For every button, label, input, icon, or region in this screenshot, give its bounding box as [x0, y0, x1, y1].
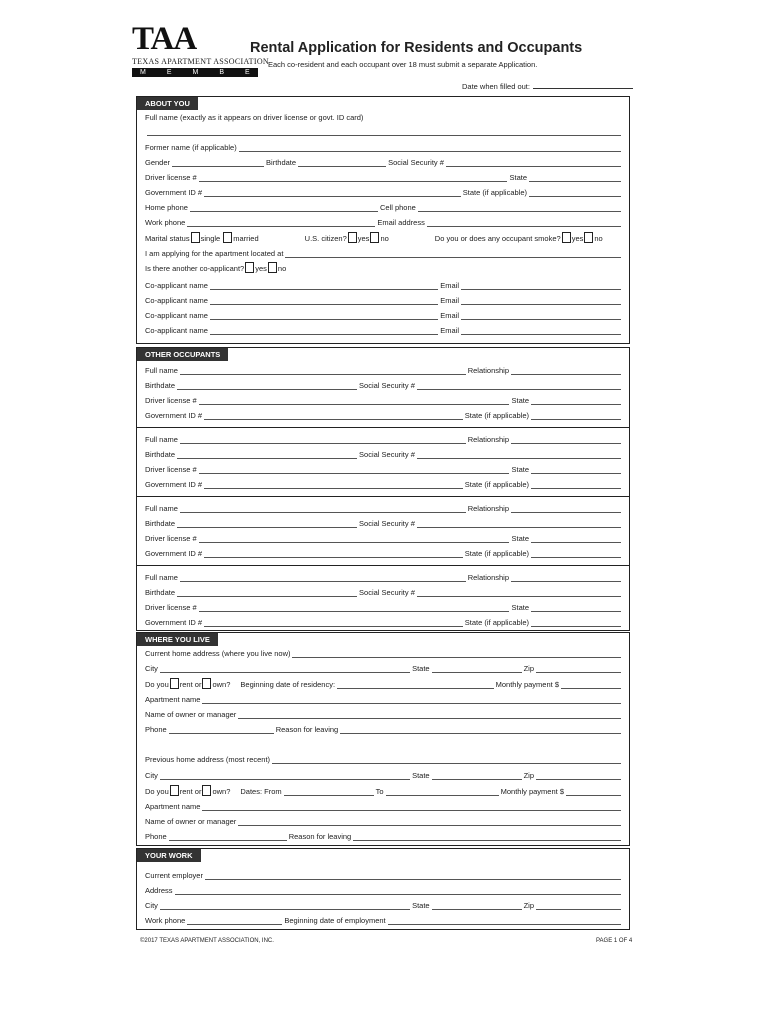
marital-row	[145, 232, 623, 243]
state-line[interactable]	[529, 174, 621, 182]
smoke-yes-checkbox[interactable]	[562, 232, 571, 243]
occupant-license-row	[145, 394, 623, 405]
occupant-govstate-label: State (if applicable)	[464, 618, 529, 627]
monthly-payment-label: Monthly payment $	[500, 787, 564, 796]
occupant-relationship-line[interactable]	[511, 505, 621, 513]
occupant-govstate-line[interactable]	[531, 412, 621, 420]
occupant-license-line[interactable]	[199, 535, 510, 543]
former-name-line[interactable]	[239, 144, 621, 152]
gender-row	[145, 156, 623, 167]
co-applicant-yes-label: yes	[255, 264, 267, 273]
cell-phone-line[interactable]	[418, 204, 621, 212]
occupant-divider	[137, 496, 629, 497]
occupant-state-label: State	[511, 396, 529, 405]
residency-begin-line[interactable]	[337, 681, 494, 689]
occupant-govid-label: Government ID #	[145, 480, 203, 489]
copyright: ©2017 TEXAS APARTMENT ASSOCIATION, INC.	[140, 938, 274, 944]
work-city-line[interactable]	[160, 902, 410, 910]
dates-from-label: Dates: From	[240, 787, 282, 796]
work-phone-line[interactable]	[187, 917, 282, 925]
work-phone-row	[145, 914, 623, 925]
co-applicant-email-line[interactable]	[461, 312, 621, 320]
reason-label: Reason for leaving	[275, 725, 339, 734]
current-address-line[interactable]	[292, 650, 621, 658]
applying-row	[145, 247, 623, 258]
dates-to-label: To	[375, 787, 384, 796]
monthly-payment-line[interactable]	[561, 681, 621, 689]
home-phone-line[interactable]	[190, 204, 378, 212]
section-your-work	[136, 848, 630, 930]
occupant-license-label: Driver license #	[145, 534, 197, 543]
occupant-ssn-line[interactable]	[417, 382, 621, 390]
occupant-name-row	[145, 364, 623, 375]
occupant-name-label: Full name	[145, 504, 178, 513]
co-applicant-name-label: Co-applicant name	[145, 296, 208, 305]
smoke-no-checkbox[interactable]	[584, 232, 593, 243]
gov-id-label: Government ID #	[145, 188, 203, 197]
co-applicant-email-label: Email	[440, 281, 459, 290]
section-label-your-work: YOUR WORK	[137, 849, 201, 862]
city-label: City	[145, 664, 158, 673]
occupant-birthdate-label: Birthdate	[145, 519, 176, 528]
previous-city-row	[145, 769, 623, 780]
dates-from-line[interactable]	[284, 788, 374, 796]
owner-line[interactable]	[238, 711, 621, 719]
state-label: State	[412, 771, 430, 780]
co-applicant-email-label: Email	[440, 326, 459, 335]
occupant-license-row	[145, 532, 623, 543]
occupant-govid-row	[145, 478, 623, 489]
own-label: own?	[212, 680, 231, 689]
apartment-name-label: Apartment name	[145, 695, 201, 704]
occupant-birthdate-line[interactable]	[177, 451, 357, 459]
rent-checkbox[interactable]	[170, 785, 179, 796]
occupant-license-label: Driver license #	[145, 396, 197, 405]
occupant-name-label: Full name	[145, 366, 178, 375]
occupant-state-line[interactable]	[531, 535, 621, 543]
occupant-license-row	[145, 463, 623, 474]
co-applicant-name-line[interactable]	[210, 327, 438, 335]
citizen-label: U.S. citizen?	[304, 234, 347, 243]
occupant-relationship-label: Relationship	[467, 366, 509, 375]
ssn-label: Social Security #	[388, 158, 444, 167]
occupant-birthdate-row	[145, 586, 623, 597]
owner-label: Name of owner or manager	[145, 710, 237, 719]
occupant-govstate-label: State (if applicable)	[464, 480, 529, 489]
section-where-you-live	[136, 632, 630, 846]
citizen-yes-label: yes	[357, 234, 370, 243]
citizen-yes-checkbox[interactable]	[348, 232, 357, 243]
occupant-govstate-line[interactable]	[531, 481, 621, 489]
occupant-name-row	[145, 502, 623, 513]
citizen-no-checkbox[interactable]	[370, 232, 379, 243]
date-filled-line[interactable]	[533, 80, 633, 89]
co-applicant-email-label: Email	[440, 296, 459, 305]
city-label: City	[145, 771, 158, 780]
occupant-govid-label: Government ID #	[145, 618, 203, 627]
email-address-label: Email address	[377, 218, 425, 227]
gender-label: Gender	[145, 158, 171, 167]
co-applicant-email-line[interactable]	[461, 327, 621, 335]
current-address-label: Current home address (where you live now)	[145, 649, 291, 658]
occupant-ssn-label: Social Security #	[359, 450, 415, 459]
birthdate-label: Birthdate	[266, 158, 297, 167]
occupant-license-row	[145, 601, 623, 612]
apartment-name-label: Apartment name	[145, 802, 201, 811]
occupant-name-row	[145, 571, 623, 582]
occupant-license-label: Driver license #	[145, 603, 197, 612]
email-address-line[interactable]	[427, 219, 621, 227]
work-state-label: State	[412, 901, 430, 910]
page-subtitle: Each co-resident and each occupant over 18 must submit a separate Application.	[268, 60, 538, 69]
work-address-label: Address	[145, 886, 173, 895]
home-phone-label: Home phone	[145, 203, 188, 212]
occupant-license-line[interactable]	[199, 466, 510, 474]
work-phone-row	[145, 216, 623, 227]
previous-apartment-row	[145, 800, 623, 811]
full-name-line[interactable]	[147, 128, 621, 136]
applying-line[interactable]	[285, 250, 621, 258]
co-applicant-name-label: Co-applicant name	[145, 281, 208, 290]
occupant-relationship-line[interactable]	[511, 574, 621, 582]
occupant-state-label: State	[511, 603, 529, 612]
occupant-relationship-label: Relationship	[467, 573, 509, 582]
occupant-govid-line[interactable]	[204, 550, 463, 558]
work-zip-label: Zip	[523, 901, 534, 910]
work-phone-line[interactable]	[187, 219, 375, 227]
co-applicant-yes-checkbox[interactable]	[245, 262, 254, 273]
employment-begin-label: Beginning date of employment	[284, 916, 386, 925]
occupant-govstate-line[interactable]	[531, 550, 621, 558]
apartment-name-line[interactable]	[202, 803, 621, 811]
owner-label: Name of owner or manager	[145, 817, 237, 826]
occupant-birthdate-row	[145, 379, 623, 390]
rent-checkbox[interactable]	[170, 678, 179, 689]
occupant-state-label: State	[511, 534, 529, 543]
marital-label: Marital status	[145, 234, 190, 243]
occupant-name-line[interactable]	[180, 367, 466, 375]
co-applicant-no-checkbox[interactable]	[268, 262, 277, 273]
previous-owner-row	[145, 815, 623, 826]
co-applicant-row	[145, 309, 623, 320]
state-label: State	[509, 173, 527, 182]
employment-begin-line[interactable]	[388, 917, 621, 925]
work-address-line[interactable]	[175, 887, 621, 895]
current-owner-row	[145, 708, 623, 719]
dates-to-line[interactable]	[386, 788, 499, 796]
zip-line[interactable]	[536, 772, 621, 780]
co-applicant-question-row	[145, 262, 623, 273]
co-applicant-name-line[interactable]	[210, 297, 438, 305]
occupant-birthdate-row	[145, 517, 623, 528]
driver-license-row	[145, 171, 623, 182]
citizen-no-label: no	[380, 234, 389, 243]
co-applicant-question-label: Is there another co-applicant?	[145, 264, 245, 273]
previous-address-label: Previous home address (most recent)	[145, 755, 271, 764]
occupant-name-row	[145, 433, 623, 444]
occupant-relationship-label: Relationship	[467, 435, 509, 444]
previous-address-line[interactable]	[272, 756, 621, 764]
occupant-name-line[interactable]	[180, 436, 466, 444]
work-state-line[interactable]	[432, 902, 522, 910]
occupant-license-line[interactable]	[199, 397, 510, 405]
cell-phone-label: Cell phone	[379, 203, 416, 212]
monthly-payment-label: Monthly payment $	[495, 680, 559, 689]
occupant-govstate-label: State (if applicable)	[464, 549, 529, 558]
date-filled-label: Date when filled out:	[462, 82, 530, 91]
occupant-govid-label: Government ID #	[145, 411, 203, 420]
state-line[interactable]	[432, 772, 522, 780]
co-applicant-no-label: no	[277, 264, 287, 273]
occupant-name-line[interactable]	[180, 505, 466, 513]
current-phone-row	[145, 723, 623, 734]
co-applicant-email-line[interactable]	[461, 282, 621, 290]
occupant-license-line[interactable]	[199, 604, 510, 612]
reason-line[interactable]	[340, 726, 621, 734]
full-name-row	[145, 111, 623, 122]
married-checkbox[interactable]	[223, 232, 232, 243]
city-line[interactable]	[160, 665, 410, 673]
zip-label: Zip	[523, 771, 534, 780]
occupant-state-line[interactable]	[531, 397, 621, 405]
gov-state-label: State (if applicable)	[462, 188, 527, 197]
current-ownership-row	[145, 678, 623, 689]
occupant-state-line[interactable]	[531, 604, 621, 612]
occupant-govid-row	[145, 547, 623, 558]
smoke-yes-label: yes	[571, 234, 584, 243]
co-applicant-row	[145, 324, 623, 335]
smoke-label: Do you or does any occupant smoke?	[434, 234, 561, 243]
do-you-label: Do you	[145, 787, 169, 796]
do-you-label: Do you	[145, 680, 169, 689]
occupant-ssn-label: Social Security #	[359, 381, 415, 390]
phone-line[interactable]	[169, 833, 287, 841]
occupant-state-line[interactable]	[531, 466, 621, 474]
co-applicant-email-label: Email	[440, 311, 459, 320]
occupant-govid-row	[145, 409, 623, 420]
previous-phone-row	[145, 830, 623, 841]
occupant-birthdate-label: Birthdate	[145, 381, 176, 390]
residency-begin-label: Beginning date of residency:	[240, 680, 336, 689]
reason-line[interactable]	[353, 833, 621, 841]
occupant-birthdate-line[interactable]	[177, 382, 357, 390]
occupant-relationship-line[interactable]	[511, 436, 621, 444]
owner-line[interactable]	[238, 818, 621, 826]
logo-text: TAA	[132, 21, 197, 57]
phone-line[interactable]	[169, 726, 274, 734]
single-label: single	[200, 234, 221, 243]
employer-label: Current employer	[145, 871, 203, 880]
occupant-govid-line[interactable]	[204, 619, 463, 627]
gov-id-row	[145, 186, 623, 197]
occupant-ssn-line[interactable]	[417, 520, 621, 528]
occupant-ssn-line[interactable]	[417, 589, 621, 597]
married-label: married	[233, 234, 259, 243]
reason-label: Reason for leaving	[288, 832, 352, 841]
gov-state-line[interactable]	[529, 189, 621, 197]
date-filled-field[interactable]	[462, 80, 633, 91]
phone-label: Phone	[145, 832, 167, 841]
section-about-you	[136, 96, 630, 344]
co-applicant-name-line[interactable]	[210, 312, 438, 320]
state-label: State	[412, 664, 430, 673]
single-checkbox[interactable]	[191, 232, 200, 243]
work-phone-label: Work phone	[145, 916, 186, 925]
occupant-govid-line[interactable]	[204, 481, 463, 489]
driver-license-label: Driver license #	[145, 173, 197, 182]
occupant-ssn-label: Social Security #	[359, 588, 415, 597]
zip-line[interactable]	[536, 665, 621, 673]
co-applicant-name-label: Co-applicant name	[145, 326, 208, 335]
former-name-label: Former name (if applicable)	[145, 143, 237, 152]
rent-or-label: rent or	[179, 680, 202, 689]
work-zip-line[interactable]	[536, 902, 621, 910]
work-city-label: City	[145, 901, 158, 910]
occupant-birthdate-row	[145, 448, 623, 459]
section-label-about-you: ABOUT YOU	[137, 97, 198, 110]
occupant-relationship-line[interactable]	[511, 367, 621, 375]
monthly-payment-line[interactable]	[566, 788, 621, 796]
occupant-birthdate-line[interactable]	[177, 589, 357, 597]
co-applicant-email-line[interactable]	[461, 297, 621, 305]
occupant-govid-line[interactable]	[204, 412, 463, 420]
occupant-govid-row	[145, 616, 623, 627]
birthdate-line[interactable]	[298, 159, 386, 167]
occupant-birthdate-label: Birthdate	[145, 450, 176, 459]
occupant-license-label: Driver license #	[145, 465, 197, 474]
taa-logo	[132, 21, 297, 77]
co-applicant-row	[145, 279, 623, 290]
home-phone-row	[145, 201, 623, 212]
section-label-other-occupants: OTHER OCCUPANTS	[137, 348, 228, 361]
page-title: Rental Application for Residents and Occupants	[250, 40, 583, 56]
work-address-row	[145, 884, 623, 895]
occupant-name-label: Full name	[145, 573, 178, 582]
occupant-name-label: Full name	[145, 435, 178, 444]
gender-line[interactable]	[172, 159, 264, 167]
previous-ownership-row	[145, 785, 623, 796]
section-label-where-you-live: WHERE YOU LIVE	[137, 633, 218, 646]
current-city-row	[145, 662, 623, 673]
occupant-ssn-line[interactable]	[417, 451, 621, 459]
occupant-name-line[interactable]	[180, 574, 466, 582]
work-city-row	[145, 899, 623, 910]
full-name-label: Full name (exactly as it appears on driver license or govt. ID card)	[145, 113, 364, 122]
occupant-divider	[137, 565, 629, 566]
own-checkbox[interactable]	[202, 678, 211, 689]
own-checkbox[interactable]	[202, 785, 211, 796]
page-number: PAGE 1 OF 4	[596, 938, 633, 944]
former-name-row	[145, 141, 623, 152]
city-line[interactable]	[160, 772, 410, 780]
previous-address-row	[145, 753, 623, 764]
section-other-occupants	[136, 347, 630, 631]
phone-label: Phone	[145, 725, 167, 734]
applying-label: I am applying for the apartment located at	[145, 249, 284, 258]
occupant-birthdate-line[interactable]	[177, 520, 357, 528]
co-applicant-row	[145, 294, 623, 305]
co-applicant-name-line[interactable]	[210, 282, 438, 290]
zip-label: Zip	[523, 664, 534, 673]
current-address-row	[145, 647, 623, 658]
work-phone-label: Work phone	[145, 218, 186, 227]
employer-row	[145, 869, 623, 880]
occupant-divider	[137, 427, 629, 428]
employer-line[interactable]	[205, 872, 621, 880]
occupant-relationship-label: Relationship	[467, 504, 509, 513]
logo-subtitle: TEXAS APARTMENT ASSOCIATION	[132, 57, 269, 66]
driver-license-line[interactable]	[199, 174, 508, 182]
ssn-line[interactable]	[446, 159, 621, 167]
co-applicant-name-label: Co-applicant name	[145, 311, 208, 320]
own-label: own?	[212, 787, 231, 796]
occupant-govstate-line[interactable]	[531, 619, 621, 627]
apartment-name-line[interactable]	[202, 696, 621, 704]
logo-member-band: MEMBER	[132, 68, 258, 77]
occupant-govstate-label: State (if applicable)	[464, 411, 529, 420]
full-name-field[interactable]	[145, 125, 623, 136]
smoke-no-label: no	[594, 234, 603, 243]
rent-or-label: rent or	[179, 787, 202, 796]
occupant-birthdate-label: Birthdate	[145, 588, 176, 597]
state-line[interactable]	[432, 665, 522, 673]
occupant-ssn-label: Social Security #	[359, 519, 415, 528]
gov-id-line[interactable]	[204, 189, 461, 197]
current-apartment-row	[145, 693, 623, 704]
occupant-state-label: State	[511, 465, 529, 474]
occupant-govid-label: Government ID #	[145, 549, 203, 558]
